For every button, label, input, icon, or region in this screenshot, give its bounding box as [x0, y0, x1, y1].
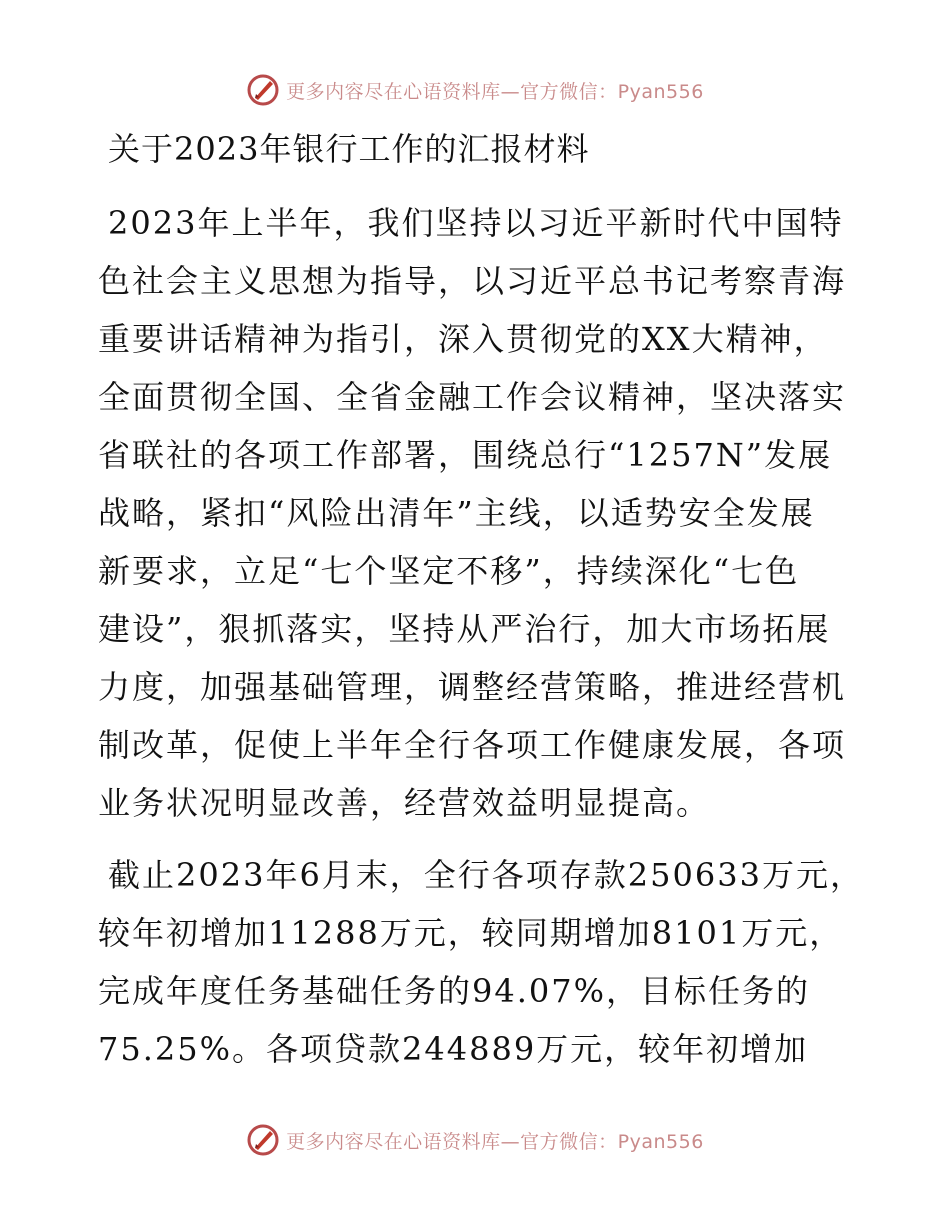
watermark-header: [0, 72, 950, 108]
paragraph-line: 完成年度任务基础任务的94.07%，目标任务的: [98, 972, 811, 1010]
paragraph-line: 色社会主义思想为指导，以习近平总书记考察青海: [98, 262, 847, 300]
paragraph-line: 全面贯彻全国、全省金融工作会议精神，坚决落实: [98, 378, 847, 416]
paragraph-line: 2023年上半年，我们坚持以习近平新时代中国特: [108, 204, 844, 242]
paragraph-line: 省联社的各项工作部署，围绕总行“1257N”发展: [98, 436, 833, 474]
paragraph-line: 力度，加强基础管理，调整经营策略，推进经营机: [98, 668, 847, 706]
paragraph-2: [98, 846, 864, 1078]
paragraph-line: 重要讲话精神为指引，深入贯彻党的XX大精神，: [98, 320, 828, 358]
watermark-text: 更多内容尽在心语资料库—官方微信：Pyan556: [286, 80, 704, 103]
feather-pen-logo-icon: [246, 73, 280, 107]
document-title: 关于2023年银行工作的汇报材料: [108, 130, 590, 168]
document-body: [98, 120, 864, 1078]
paragraph-line: 制改革，促使上半年全行各项工作健康发展，各项: [98, 726, 847, 764]
paragraph-line: 业务状况明显改善，经营效益明显提高。: [98, 784, 711, 822]
paragraph-line: 战略，紧扣“风险出清年”主线，以适势安全发展: [98, 494, 815, 532]
paragraph-1: [98, 194, 858, 832]
paragraph-line: 截止2023年6月末，全行各项存款250633万元，: [108, 856, 864, 894]
paragraph-line: 建设”，狠抓落实，坚持从严治行，加大市场拓展: [98, 610, 831, 648]
watermark-footer: [0, 1122, 950, 1158]
paragraph-line: 新要求，立足“七个坚定不移”，持续深化“七色: [98, 552, 800, 590]
watermark-text: 更多内容尽在心语资料库—官方微信：Pyan556: [286, 1130, 704, 1153]
feather-pen-logo-icon: [246, 1123, 280, 1157]
paragraph-line: 较年初增加11288万元，较同期增加8101万元，: [98, 914, 844, 952]
paragraph-line: 75.25%。各项贷款244889万元，较年初增加: [98, 1030, 809, 1068]
